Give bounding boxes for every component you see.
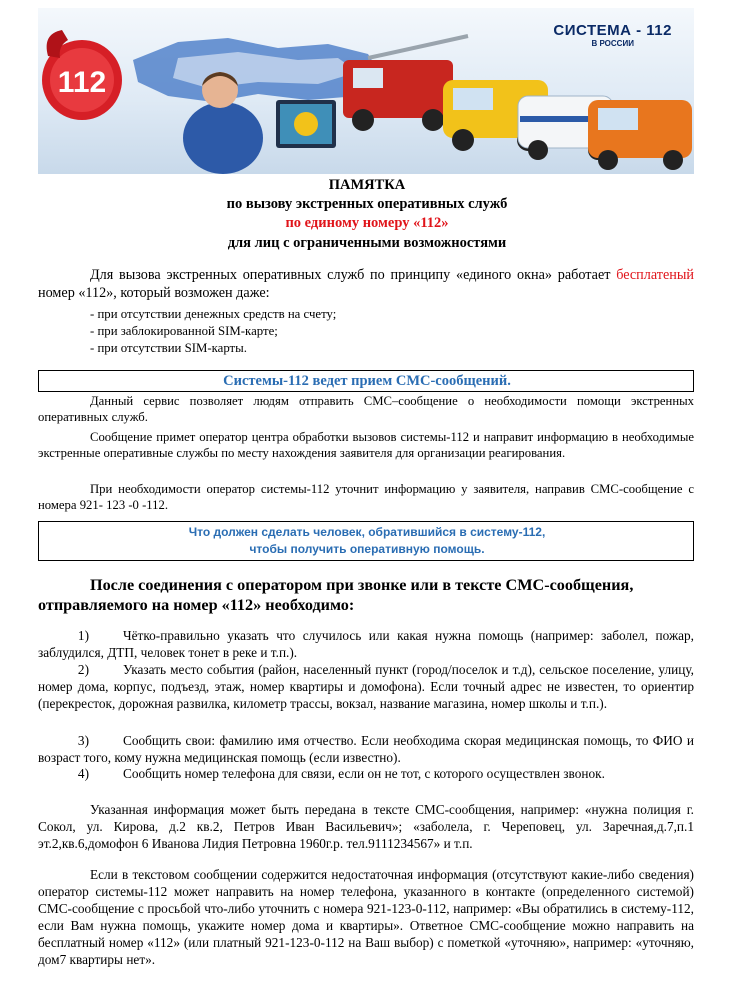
example-paragraph: Указанная информация может быть передана в тексте СМС-сообщения, например: «нужна полиция г. Сокол, ул. Кирова, д.2 кв.2, Петров Иван Васильевич»; «заболела, г. Череповец, ул. Заречная,д.7,п.1 эт.2,кв.6,домофон 6 Иванова Лидия Петровна 1960г.р. тел.9111234567» и т.п. [38,802,694,851]
rescue-van-icon [588,100,692,170]
instructions-title: После соединения с оператором при звонке или в тексте СМС-сообщения, отправляемого на номер «112» необходимо: [38,576,634,614]
final-paragraph: Если в текстовом сообщении содержится недостаточная информация (отсутствуют какие-либо сведения) оператор системы-112 может направить на номер телефона, указанного в контакте (определенного системой) СМС-сообщение с просьбой что-либо уточнить с номера 921-123-0-112, например: «Вы обратились в систему-112, если Вам нужна помощь, укажите номер дома и квартиры». Ответное СМС-сообщение можно направить на бесплатный номер «112» (или платный 921-123-0-112 на Ваш выбор) с пометкой «уточняю», например: «уточняю, дом7 квартиры нет». [38,867,694,967]
step-text: Сообщить номер телефона для связи, если он не тот, с которого осуществлен звонок. [123,766,605,781]
step-item [38,661,694,712]
step-number: 3) [77,733,89,748]
operator-figure [183,102,263,174]
memo-subtitle: по вызову экстренных оперативных служб [226,196,508,212]
sms-paragraph-1: Данный сервис позволяет людям отправить СМС–сообщение о необходимости помощи экстренных оперативных служб. [38,394,694,424]
list-item: - при отсутствии SIM-карты. [90,341,247,355]
question-line-2: чтобы получить оперативную помощь. [249,542,485,556]
intro-highlight: бесплатеный [616,267,694,283]
step-number: 1) [77,628,89,643]
banner-image [38,8,694,174]
step-text: Сообщить свои: фамилию имя отчество. Если необходима скорая медицинская помощь, то ФИО и возраст того, кому нужна медицинская помощь (если известно). [38,733,694,765]
sms-paragraph-3: При необходимости оператор системы-112 уточнит информацию у заявителя, направив СМС-сообщение с номера 921- 123 -0 -112. [38,482,694,512]
step-number: 4) [77,766,89,781]
step-item [38,627,694,661]
memo-number-line: по единому номеру «112» [285,215,449,231]
sms-paragraph-2: Сообщение примет оператор центра обработки вызовов системы-112 и направит информацию в необходимые экстренные оперативные службы по месту нахождения заявителя для организации реагирования. [38,430,694,460]
intro-paragraph [38,266,694,302]
list-item: - при заблокированной SIM-карте; [90,324,278,338]
intro-text-1: Для вызова экстренных оперативных служб по принципу «единого окна» работает [90,267,617,283]
step-text: Указать место события (район, населенный пункт (город/поселок и т.д), сельское поселение, улицу, номер дома, корпус, подъезд, этаж, номер квартиры и домофона). Если точный адрес не известен, то ориентир (перекресток, дорожная развилка, километр трассы, вокзал, название магазина, номер школы и т.п.). [38,662,694,711]
step-number: 2) [77,662,89,677]
question-box-text [0,524,734,558]
step-text: Чётко-правильно указать что случилось или какая нужна помощь (например: заболел, пожар, заблудился, ДТП, человек тонет в реке и т.п.). [38,628,694,660]
conditions-list [90,306,336,357]
list-item: - при отсутствии денежных средств на счету; [90,307,337,321]
system-112-title [553,22,672,48]
step-item [38,765,694,782]
sms-title: Системы-112 ведет прием СМС-сообщений. [223,373,511,389]
memo-audience: для лиц с ограниченными возможностями [227,235,507,251]
logo-number: 112 [57,66,107,99]
intro-text-2: номер «112», который возможен даже: [38,285,270,301]
step-item [38,732,694,766]
memo-title: ПАМЯТКА [328,177,406,193]
system-title-line1: СИСТЕМА - 112 [553,22,672,39]
system-title-line2: В РОССИИ [591,39,634,48]
question-line-1: Что должен сделать человек, обратившийся в систему-112, [188,525,546,539]
